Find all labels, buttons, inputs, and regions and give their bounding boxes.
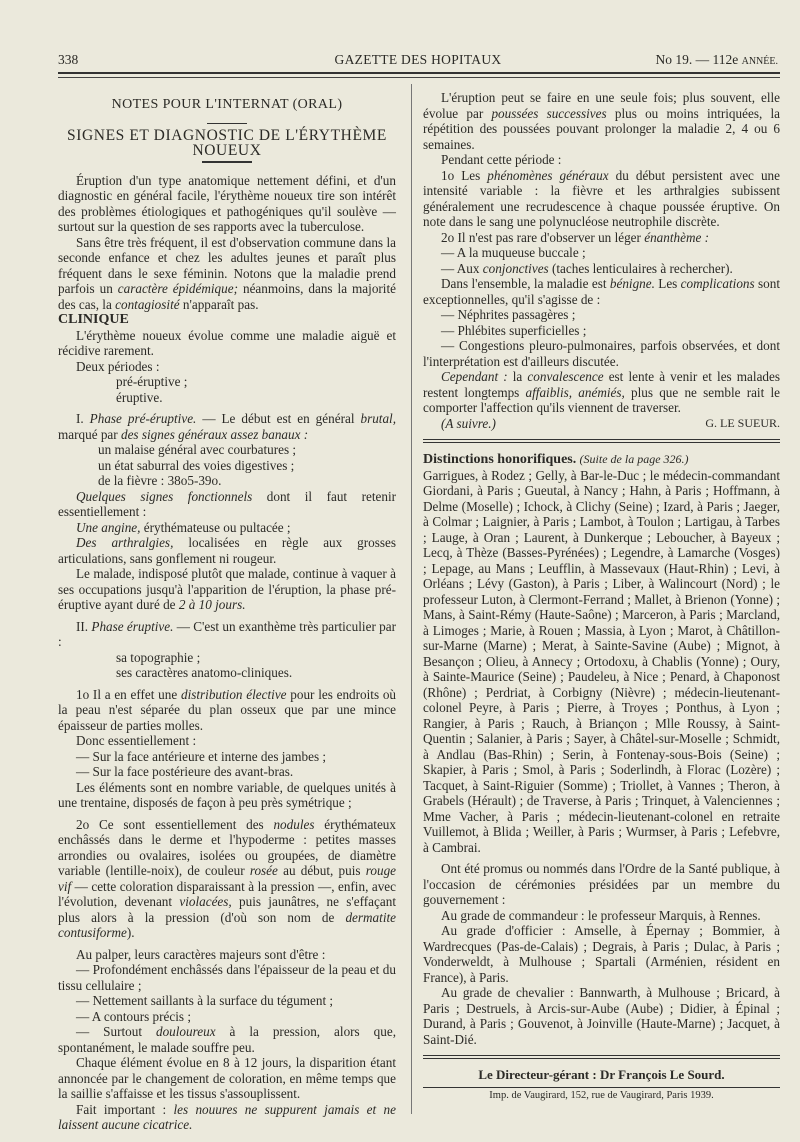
paragraph: Des arthralgies, localisées en règle aux grosses articulations, sans gonflement ni rougeur.: [58, 535, 397, 566]
paragraph: Chaque élément évolue en 8 à 12 jours, la disparition étant annoncée par le changement de coloration, en même temps que la saillie s'affaisse et les tissus s'assouplissent.: [58, 1055, 396, 1101]
journal-title: GAZETTE DES HOPITAUX: [334, 52, 502, 67]
header-rule: [58, 72, 780, 74]
author: G. LE SUEUR.: [705, 415, 780, 430]
paragraph: Pendant cette période :: [441, 152, 562, 167]
paragraph: — Sur la face postérieure des avant-bras.: [76, 764, 294, 779]
list-item: pré-éruptive ;: [116, 374, 188, 389]
paragraph: Donc essentiellement :: [76, 733, 197, 748]
paragraph: 1o Il a en effet une distribution élective pour les endroits où la peau n'est séparée du plan osseux que par une mince épaisseur de parties molles.: [58, 686, 397, 733]
paragraph: Ont été promus ou nommés dans l'Ordre de la Santé publique, à l'occasion de cérémonies présidées par un membre du gouvernement :: [423, 861, 780, 907]
paragraph: Deux périodes :: [76, 358, 160, 374]
paragraph: Une angine, érythémateuse ou pultacée ;: [76, 519, 291, 535]
paragraph: Sans être très fréquent, il est d'observation commune dans la seconde enfance et chez les adultes jeunes et paraît plus fréquent dans le sexe féminin. Notons que la maladie prend parfois un caractère épidémique; néanmoins, dans la majorité des cas, la contagiosité n'apparaît pas.: [58, 234, 396, 312]
right-column: [423, 90, 780, 1103]
distinctions-heading: Distinctions honorifiques. (Suite de la page 326.): [423, 452, 689, 467]
paragraph: — Néphrites passagères ;: [441, 307, 576, 322]
page-number: 338: [58, 52, 79, 67]
divider: [423, 1058, 780, 1059]
paragraph: Au palper, leurs caractères majeurs sont d'être :: [76, 946, 326, 962]
paragraph: — Phlébites superficielles ;: [441, 322, 587, 338]
issue-number: [655, 52, 778, 68]
paragraph: Éruption d'un type anatomique nettement défini, et d'un diagnostic en général facile, l'érythème noueux tire son intérêt des problèmes étiologiques et pathogéniques qu'il soulève — surtout sur la question de ses rapports avec la tuberculose.: [58, 172, 396, 234]
column-divider: [411, 84, 412, 1114]
paragraph: Fait important : les nouures ne suppurent jamais et ne laissent aucune cicatrice.: [58, 1101, 396, 1132]
paragraph: — Nettement saillants à la surface du tégument ;: [76, 993, 334, 1008]
paragraph: L'éruption peut se faire en une seule fois; plus souvent, elle évolue par poussées successives plus ou moins intriquées, la répétition des poussées pouvant prolonger la maladie 2, 4 ou 6 semaines.: [423, 90, 780, 152]
paragraph: Cependant : la convalescence est lente à venir et les malades restent longtemps affaiblis, anémiés, plus que ne semble rait le comporter l'affection qu'ils viennent de traverser.: [423, 369, 780, 415]
divider: [207, 123, 247, 124]
divider: [202, 161, 252, 163]
paragraph: 1o Les phénomènes généraux du début persistent avec une intensité variable : la fièvre et les arthralgies subissent généralement une recrudescence à chaque poussée éruptive. On note dans le sang une polynucléose neutrophile discrète.: [423, 167, 780, 229]
paragraph: Le malade, indisposé plutôt que malade, continue à vaquer à ses occupations jusqu'à l'apparition de l'éruption, la phase pré-éruptive ayant duré de 2 à 10 jours.: [58, 566, 396, 612]
paragraph: Au grade d'officier : Amselle, à Épernay ; Bommier, à Wardrecques (Pas-de-Calais) ; Degrais, à Paris ; Dulac, à Paris ; Vonderweldt, à Mulhouse ; Spartali (Arménien, résident en France), à Paris.: [423, 923, 780, 985]
paragraph: — Congestions pleuro-pulmonaires, parfois observées, et dont l'interprétation est d'ailleurs discutée.: [423, 338, 780, 369]
divider: [423, 1055, 780, 1056]
paragraph: 2o Ce sont essentiellement des nodules érythémateux enchâssés dans le derme et l'hypoderme : petites masses arrondies ou ovalaires, isolées ou groupées, de diamètre variable (lentille-noix), de couleur rosée au début, puis rouge vif — cette coloration disparaissant à la pression —, enfin, avec l'évolution, devenant violacées, puis jaunâtres, ne s'effaçant plus alors à la pression (d'où son nom de dermatite contusiforme).: [58, 816, 397, 940]
paragraph: — Profondément enchâssés dans l'épaisseur de la peau et du tissu cellulaire ;: [58, 962, 396, 993]
list-item: un état saburral des voies digestives ;: [98, 457, 295, 473]
to-be-continued: (A suivre.): [441, 415, 496, 431]
page-header: [58, 52, 778, 72]
paragraph: L'érythème noueux évolue comme une maladie aiguë et récidive rarement.: [58, 327, 396, 358]
issue-suffix: ANNÉE.: [741, 56, 778, 67]
paragraph: Au grade de commandeur : le professeur Marquis, à Rennes.: [441, 907, 761, 923]
printer-line: Imp. de Vaugirard, 152, rue de Vaugirard, Paris 1939.: [489, 1089, 714, 1101]
director-signature: Le Directeur-gérant : Dr François Le Sourd.: [478, 1067, 725, 1082]
paragraph: Dans l'ensemble, la maladie est bénigne. Les complications sont exceptionnelles, qu'il s'agisse de :: [423, 276, 780, 307]
left-column: [58, 97, 396, 1133]
article-footer: [423, 416, 780, 432]
paragraph: I. Phase pré-éruptive. — Le début est en général brutal, marqué par des signes généraux assez banaux :: [58, 411, 397, 442]
divider: [423, 439, 780, 440]
paragraph: — Sur la face antérieure et interne des jambes ;: [76, 748, 327, 764]
paragraph: II. Phase éruptive. — C'est un exanthème très particulier par :: [58, 618, 396, 649]
paragraph: — A la muqueuse buccale ;: [441, 245, 586, 260]
article-title: SIGNES ET DIAGNOSTIC DE L'ÉRYTHÈME NOUEUX: [67, 126, 387, 159]
distinctions-list: Garrigues, à Rodez ; Gelly, à Bar-le-Duc ; le médecin-commandant Giordani, à Paris ; Gueutal, à Nancy ; Hahn, à Paris ; Hoffmann, à Delme (Moselle) ; Ichock, à Clichy (Seine) ; Izard, à Paris ; Jaeger, à Colmar ; Laignier, à Paris ; Lambot, à Toulon ; Lartigau, à Tarbes ; Lauge, à Oran ; Laurent, à Dunkerque ; Leboucher, à Bayeux ; Lecq, à Thèze (Basses-Pyrénées) ; Legendre, à Lamarche (Vosges) ; Lepage, au Mans ; Leufflin, à Massevaux (Haut-Rhin) ; Levi, à Orléans ; Lévy (Gaston), à Paris ; Liber, à Walincourt (Nord) ; le professeur Luton, à Clermont-Ferrand ; Mallet, à Brienon (Yonne) ; Mans, à Saint-Rémy (Haute-Saône) ; Marceron, à Paris ; Marcland, à Limoges ; Marie, à Rouen ; Massia, à Lyon ; Marot, à Châtillon-sur-Marne (Marne) ; Merat, à Sainte-Savine (Aube) ; Mignot, à Besançon ; Olieu, à Annecy ; Ortodoxu, à Chablis (Yonne) ; Oury, à Sainte-Maurice (Seine) ; Paudeleu, à Nice ; Penard, à Chaponost (Rhône) ; Perdriat, à Corbigny (Nièvre) ; médecin-lieutenant-colonel Peyre, à Paris ; Pierre, à Troyes ; Ponthus, à Lyon ; Rangier, à Paris ; Rauch, à Briançon ; Mlle Roussy, à Saint-Quentin ; Salanier, à Paris ; Sayer, à Châtel-sur-Moselle ; Schmidt, à Andlau (Bas-Rhin) ; Serin, à Fontenay-sous-Bois (Seine) ; Skapier, à Paris ; Smol, à Paris ; Soderlindh, à Florac (Lozère) ; Tacquet, à Saint-Riguier (Somme) ; Triollet, à Vannes ; Theron, à Grabels (Hérault) ; de Traverse, à Paris ; Trinquet, à Valenciennes ; Mme Vacher, à Paris ; médecin-lieutenant-colonel en retraite Vuillemot, à Blida ; Weiller, à Paris ; Wurmser, à Paris ; Lefebvre, à Cambrai.: [423, 467, 780, 855]
section-heading: NOTES POUR L'INTERNAT (ORAL): [111, 97, 343, 112]
list-item: éruptive.: [116, 389, 163, 405]
divider: [423, 442, 780, 443]
paragraph: 2o Il n'est pas rare d'observer un léger énanthème :: [441, 229, 710, 245]
list-item: un malaise général avec courbatures ;: [98, 442, 297, 457]
paragraph: Quelques signes fonctionnels dont il faut retenir essentiellement :: [58, 488, 396, 519]
clinique-heading: CLINIQUE: [58, 312, 129, 327]
paragraph: — A contours précis ;: [76, 1008, 192, 1024]
paragraph: Les éléments sont en nombre variable, de quelques unités à une trentaine, disposés de façon à peu près symétrique ;: [58, 779, 396, 810]
paragraph: — Aux conjonctives (taches lenticulaires à rechercher).: [441, 260, 733, 276]
list-item: ses caractères anatomo-cliniques.: [116, 665, 293, 680]
paragraph: — Surtout douloureux à la pression, alors que, spontanément, le malade souffre peu.: [58, 1024, 396, 1055]
list-item: sa topographie ;: [116, 649, 201, 665]
header-rule-thin: [58, 77, 780, 78]
issue-main: No 19. — 112e: [655, 52, 739, 67]
paragraph: Au grade de chevalier : Bannwarth, à Mulhouse ; Bricard, à Paris ; Destruels, à Arcis-sur-Aube (Aube) ; Didier, à Épinal ; Durand, à Paris ; Gouvenot, à Joinville (Haute-Marne) ; Jacquet, à Saint-Dié.: [423, 985, 780, 1047]
list-item: de la fièvre : 38o5-39o.: [98, 473, 222, 488]
